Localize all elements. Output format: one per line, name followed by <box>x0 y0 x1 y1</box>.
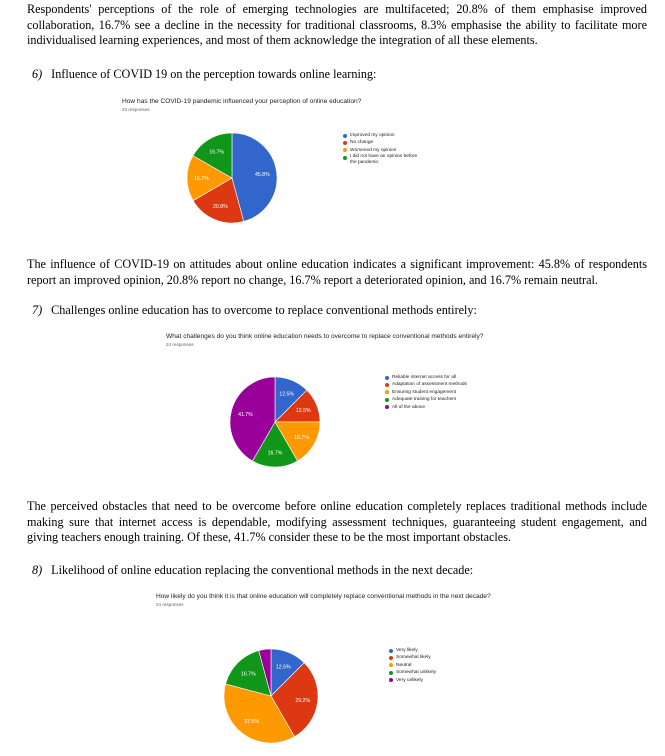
legend-swatch <box>343 148 347 152</box>
legend-swatch <box>385 376 389 380</box>
legend-challenges <box>385 374 505 411</box>
legend-swatch <box>343 134 347 138</box>
legend-item-very-unlikely <box>389 677 499 684</box>
legend-item-improved-my-opinion <box>343 132 455 139</box>
legend-label: No change <box>350 140 374 146</box>
legend-label: Very likely <box>396 648 418 653</box>
legend-label: Neutral <box>396 662 412 668</box>
legend-swatch <box>385 405 389 409</box>
pie-label-all-of-the-above: 41.7% <box>238 411 253 418</box>
legend-swatch <box>385 383 389 387</box>
pie-chart-likelihood <box>223 648 319 744</box>
pie-chart-challenges <box>229 376 321 468</box>
paragraph-challenges: The perceived obstacles that need to be overcome before online education completely replaces traditional methods include making sure that internet access is dependable, modifying assessment techniques, guaranteeing student engagement, and giving teachers enough training. Of these, 41.7% consider these to be the most important obstacles. <box>27 499 647 545</box>
legend-label: All of the above <box>392 404 426 410</box>
legend-likelihood <box>389 647 499 684</box>
heading-number: 8) <box>32 563 43 577</box>
form-question: What challenges do you think online education needs to overcome to replace conventional methods entirely? <box>166 333 484 340</box>
legend-item-very-likely <box>389 647 499 654</box>
legend-item-no-change <box>343 139 455 146</box>
legend-item-ensuring-student-engagement <box>385 389 505 396</box>
form-response-count: 24 responses <box>122 107 150 112</box>
heading-likelihood <box>32 563 473 578</box>
pie-label-adequate-training-for-teachers: 16.7% <box>267 450 283 457</box>
heading-text: Influence of COVID 19 on the perception towards online learning: <box>51 67 377 81</box>
legend-item-i-did-not-have-an-opinion-before-the-pandemic <box>343 154 455 166</box>
legend-item-all-of-the-above <box>385 404 505 411</box>
legend-label: Very unlikely <box>396 677 423 683</box>
pie-label-neutral: 37.5% <box>244 719 259 726</box>
pie-label-somewhat-unlikely: 16.7% <box>240 671 256 678</box>
legend-swatch <box>385 398 389 402</box>
heading-number: 6) <box>32 67 43 81</box>
heading-number: 7) <box>32 303 43 317</box>
pie-label-reliable-internet-access-for-all: 12.5% <box>279 391 295 398</box>
form-likelihood <box>156 592 526 609</box>
legend-swatch <box>389 663 393 667</box>
legend-item-somewhat-likely <box>389 654 499 661</box>
pie-label-ensuring-student-engagement: 16.7% <box>294 435 309 442</box>
legend-label: Adequate training for teachers <box>392 397 457 403</box>
legend-item-somewhat-unlikely <box>389 669 499 676</box>
legend-swatch <box>389 649 393 653</box>
pie-label-very-likely: 12.5% <box>275 664 291 671</box>
pie-label-no-change: 20.8% <box>213 204 228 211</box>
heading-challenges <box>32 303 477 318</box>
pie-label-i-did-not-have-an-opinion-before-the-pandemic: 16.7% <box>209 149 225 156</box>
legend-label: I did not have an opinion before the pandemic <box>350 154 418 166</box>
legend-swatch <box>389 656 393 660</box>
legend-swatch <box>389 678 393 682</box>
legend-label: Somewhat likely <box>396 655 431 661</box>
heading-text: Likelihood of online education replacing the conventional methods in the next decade: <box>51 563 474 577</box>
legend-swatch <box>343 156 347 160</box>
legend-item-adequate-training-for-teachers <box>385 396 505 403</box>
pie-label-improved-my-opinion: 45.8% <box>254 171 270 178</box>
pie-label-worsened-my-opinion: 16.7% <box>194 175 209 182</box>
pie-label-somewhat-likely: 29.2% <box>295 697 311 704</box>
paragraph-covid-influence: The influence of COVID-19 on attitudes about online education indicates a significant improvement: 45.8% of respondents report an improved opinion, 20.8% report no change, 16.7% report a deteriorated opinion, and 16.7% remain neutral. <box>27 257 647 287</box>
heading-covid-influence <box>32 67 376 82</box>
legend-label: Adaptation of assessment methods <box>392 382 467 388</box>
legend-swatch <box>389 671 393 675</box>
legend-label: Reliable internet access for all <box>392 375 456 380</box>
form-response-count: 24 responses <box>166 342 194 347</box>
legend-item-neutral <box>389 662 499 669</box>
legend-label: Ensuring student engagement <box>392 389 457 395</box>
form-challenges <box>166 332 511 349</box>
form-response-count: 24 responses <box>156 602 184 607</box>
form-covid-influence <box>122 97 452 114</box>
form-question: How has the COVID-19 pandemic influenced your perception of online education? <box>122 98 362 105</box>
paragraph-emerging-tech: Respondents' perceptions of the role of emerging technologies are multifaceted; 20.8% of them emphasise improved collaboration, 16.7% see a decline in the necessity for traditional classrooms, 8.3% emphasise the ability to facilitate more individualised learning experiences, and most of them acknowledge the integration of all these elements. <box>27 2 647 48</box>
heading-text: Challenges online education has to overcome to replace conventional methods entirely: <box>51 303 477 317</box>
legend-swatch <box>343 141 347 145</box>
pie-label-adaptation-of-assessment-methods: 12.5% <box>295 408 311 415</box>
legend-label: Worsened my opinion <box>350 147 397 153</box>
form-question: How likely do you think it is that online education will completely replace conventional methods in the next decade? <box>156 593 491 600</box>
legend-label: Improved my opinion <box>350 133 395 138</box>
pie-chart-covid-influence <box>186 132 278 224</box>
legend-covid-influence <box>343 132 455 166</box>
legend-item-reliable-internet-access-for-all <box>385 374 505 381</box>
legend-item-adaptation-of-assessment-methods <box>385 381 505 388</box>
legend-swatch <box>385 390 389 394</box>
legend-label: Somewhat unlikely <box>396 670 436 676</box>
